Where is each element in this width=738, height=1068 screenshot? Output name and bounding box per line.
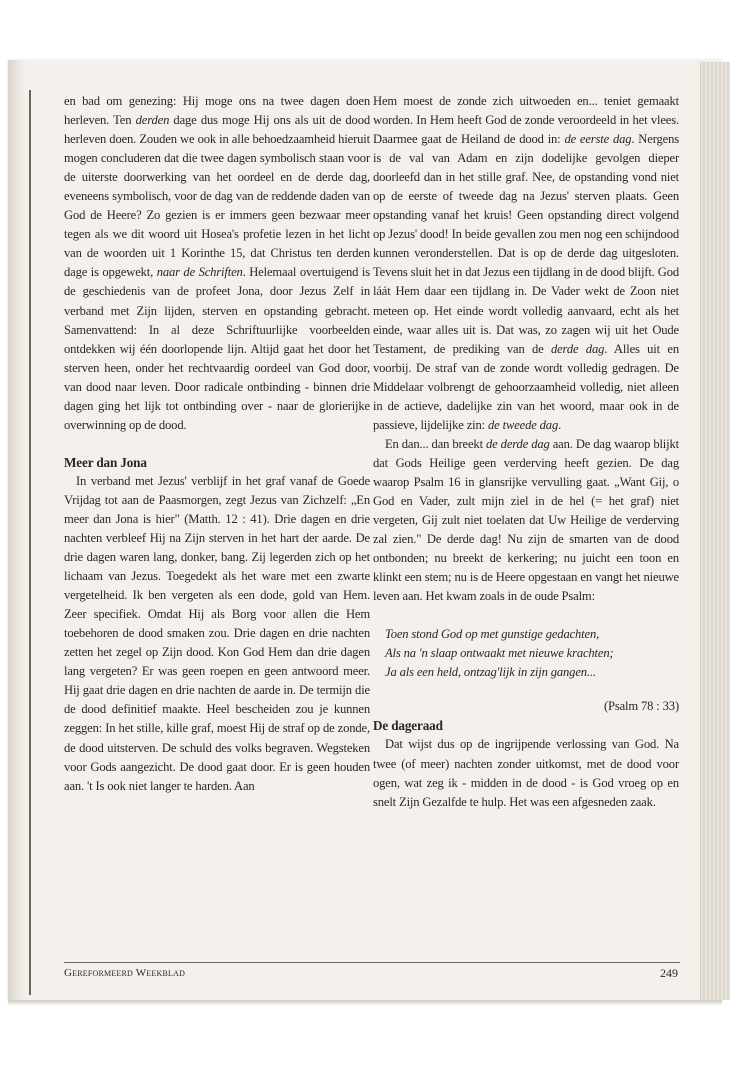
- left-paragraph-2: In verband met Jezus' verblijf in het graf vanaf de Goede Vrijdag tot aan de Paasmorgen, zegt Jezus van Zichzelf: „En meer dan Jona is hier" (Matth. 12 : 41). Drie dagen en drie nachten verbleef Hij na Zijn sterven in het hart der aarde. De drie dagen waren lang, donker, bang. Zij legerden zich op het lichaam van Jezus. Toegedekt als het ware met een zwarte vergetelheid. Ik ben vergeten als een dode, gold van Hem. Zeer specifiek. Omdat Hij als Borg voor allen die Hem toebehoren de dood smaken zou. Drie dagen en drie nachten zetten het zegel op Zijn dood. Kon God Hem dan drie dagen lang vergeten? Er was geen roepen en geen antwoord meer. Hij gaat drie dagen en drie nachten de aarde in. De termijn die de dood definitief maakte. Heel bescheiden zou je kunnen zeggen: In het stille, kille graf, moest Hij de straf op de zonde, de dood uitsterven. De schuld des volks begraven. Wegsteken voor Gods aangezicht. De dood gaat door. Er is geen houden aan. 't Is ook niet langer te harden. Aan: [64, 473, 370, 793]
- emphasis-text: de eerste dag: [564, 132, 632, 147]
- psalm-line: Toen stond God op met gunstige gedachten,: [385, 627, 600, 642]
- footer-rule: [64, 962, 680, 963]
- section-heading-meer-dan-jona: Meer dan Jona: [64, 454, 147, 470]
- emphasis-text: naar de Schriften: [156, 265, 243, 280]
- right-column: [373, 92, 679, 812]
- page-shadow: [8, 1000, 722, 1006]
- binding-gutter: [8, 60, 26, 1002]
- emphasis-text: derden: [135, 113, 170, 128]
- emphasis-text: derde dag: [550, 341, 605, 356]
- publication-title: Gereformeerd Weekblad: [64, 967, 186, 979]
- psalm-quote: [385, 625, 679, 682]
- right-paragraph-3: Dat wijst dus op de ingrijpende verlossing van God. Na twee (of meer) nachten zonder uitkomst, met de dood voor ogen, wat zeg ik - midden in de dood - is God vroeg op en snelt Zijn Gezalfde te hulp. Het was een afgesneden zaak.: [373, 737, 679, 809]
- emphasis-text: de derde dag: [486, 436, 550, 451]
- left-paragraph-1: en bad om genezing: Hij moge ons na twee dagen doen herleven. Ten derden dage dus moge Hij ons als uit de dood herleven doen. Zouden we ook in alle behoedzaamheid hieruit mogen concluderen dat die twee dagen symbolisch staan voor de uiterste doorwerking van het oordeel en de derde dag, eveneens symbolisch, voor de dag van de reddende daden van God de Heere? Zo gezien is er immers geen bezwaar meer tegen als we dit woord uit Hosea's profetie lezen in het licht van de woorden uit 1 Korinthe 15, dat Christus ten derden dage is opgewekt, naar de Schriften. Helemaal overtuigend is de geschiedenis van de profeet Jona, door Jezus Zelf in verband met Zijn lijden, sterven en opstanding gebracht. Samenvattend: In al deze Schriftuurlijke voorbeelden ontdekken wij één doorlopende lijn. Altijd gaat het door het sterven heen, onder het rechtvaardig oordeel van God door, van dood naar leven. Door radicale ontbinding - binnen drie dagen ging het lijk tot ontbinding over - naar de glorierijke overwinning op de dood.: [64, 94, 370, 432]
- psalm-citation: (Psalm 78 : 33): [603, 699, 679, 714]
- section-heading-de-dageraad: De dageraad: [373, 718, 443, 734]
- emphasis-text: de tweede dag: [488, 417, 559, 432]
- right-paragraph-2: En dan... dan breekt de derde dag aan. De dag waarop blijkt dat Gods Heilige geen verderving heeft gezien. De dag waarop Psalm 16 in glansrijke vervulling gaat. „Want Gij, o God en Vader, zult mijn ziel in de hel (= het graf) niet vergeten, Gij zult niet toelaten dat Uw Heilige de verderving zal zien." De derde dag! Nu zijn de smarten van de dood ontbonden; nu breekt de kerkering; nu juicht een toon en klinkt een stem; nu is de Heere opgestaan en vangt het nieuwe leven aan. Het kwam zoals in de oude Psalm:: [373, 436, 680, 604]
- page-number: 249: [660, 966, 678, 980]
- psalm-line: Ja als een held, ontzag'lijk in zijn gangen...: [385, 665, 596, 680]
- left-column: [64, 92, 370, 796]
- right-paragraph-1: Hem moest de zonde zich uitwoeden en... teniet gemaakt worden. In Hem heeft God de zonde veroordeeld in het vlees. Daarmee gaat de Heiland de dood in: de eerste dag. Nergens is de val van Adam en zijn dodelijke gevolgen dieper doorleefd dan in het stille graf. Nee, de opstanding vond niet op de eerste of tweede dag na Jezus' sterven plaats. Geen opstanding vanaf het kruis! Geen opstanding direct volgend op Jezus' dood! In beide gevallen zou men nog een schijndood kunnen veronderstellen. Dat is op de derde dag uitgesloten. Tevens sluit het in dat Jezus een tijdlang in de dood blijft. God láát Hem daar een tijdlang in. De Vader wekt de Zoon niet meteen op. Het einde wordt volledig aanvaard, echt als het einde, waar alles uit is. Dat was, zo zagen wij uit het Oude Testament, de prediking van de derde dag. Alles uit en voorbij. De straf van de zonde wordt volledig gedragen. De Middelaar volbrengt de gehoorzaamheid volledig, niet alleen in de actieve, dadelijke zin van het woord, maar ook in de passieve, lijdelijke zin: de tweede dag.: [373, 94, 679, 432]
- page-edges: [700, 62, 730, 1000]
- psalm-line: Als na 'n slaap ontwaakt met nieuwe krachten;: [385, 646, 614, 661]
